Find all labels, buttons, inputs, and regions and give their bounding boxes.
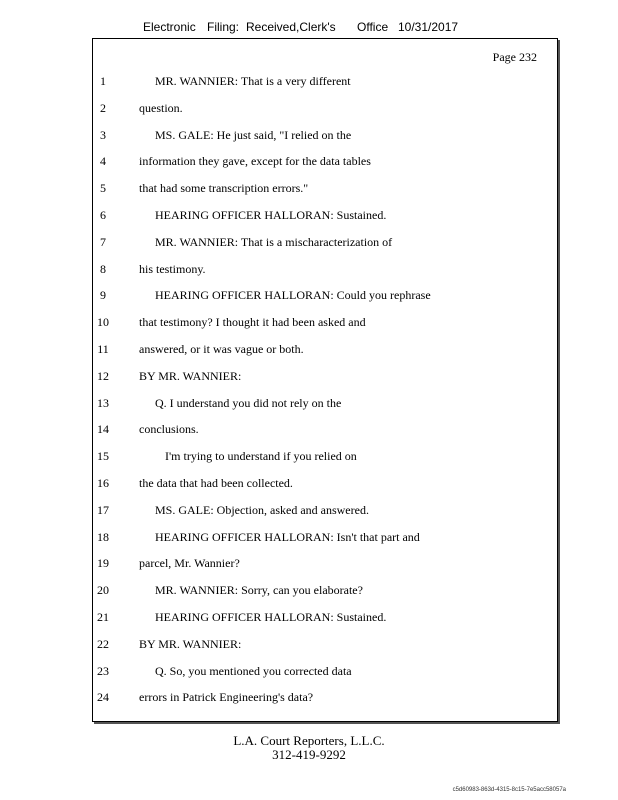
line-text: BY MR. WANNIER:	[139, 368, 242, 383]
line-number: 15	[97, 449, 109, 464]
line-text: HEARING OFFICER HALLORAN: Isn't that part and	[155, 529, 420, 544]
line-number: 9	[100, 288, 106, 303]
line-text: MS. GALE: He just said, "I relied on the	[155, 127, 352, 142]
line-text: MR. WANNIER: That is a mischaracterization of	[155, 234, 393, 249]
line-number: 10	[97, 315, 109, 330]
line-text: parcel, Mr. Wannier?	[139, 556, 240, 571]
line-number: 6	[100, 208, 106, 222]
line-number: 2	[100, 100, 106, 115]
line-text: I'm trying to understand if you relied on	[165, 449, 357, 464]
line-text: answered, or it was vague or both.	[139, 342, 304, 356]
transcript-page	[92, 38, 558, 722]
line-number: 22	[97, 636, 109, 651]
header-electronic: Electronic	[143, 20, 196, 34]
line-text: HEARING OFFICER HALLORAN: Sustained.	[155, 208, 387, 222]
line-text: his testimony.	[139, 261, 206, 276]
line-text: that had some transcription errors."	[139, 181, 309, 196]
line-text: Q. I understand you did not rely on the	[155, 395, 342, 410]
line-number: 21	[97, 610, 109, 624]
page-number: Page 232	[492, 50, 537, 64]
header-received: Received,Clerk's	[246, 20, 336, 34]
line-number: 3	[100, 127, 106, 142]
line-text: information they gave, except for the data tables	[139, 154, 371, 169]
line-number: 16	[97, 476, 109, 490]
line-text: BY MR. WANNIER:	[139, 636, 242, 651]
footer-phone: 312-419-9292	[272, 747, 346, 762]
line-number: 1	[100, 74, 106, 88]
line-number: 23	[97, 663, 109, 678]
line-text: question.	[139, 100, 183, 115]
line-number: 19	[97, 556, 109, 571]
header-date: 10/31/2017	[398, 20, 459, 34]
line-number: 13	[97, 395, 109, 410]
line-number: 17	[97, 502, 109, 517]
footer-company: L.A. Court Reporters, L.L.C.	[233, 733, 385, 748]
line-number: 5	[100, 181, 106, 196]
line-number: 20	[97, 583, 109, 598]
line-text: MR. WANNIER: Sorry, can you elaborate?	[155, 583, 363, 598]
line-number: 14	[97, 422, 109, 437]
line-text: MR. WANNIER: That is a very different	[155, 74, 351, 88]
line-number: 7	[100, 234, 106, 249]
line-number: 24	[97, 690, 109, 705]
line-text: conclusions.	[139, 422, 199, 437]
line-number: 12	[97, 368, 109, 383]
line-number: 18	[97, 529, 109, 544]
line-text: Q. So, you mentioned you corrected data	[155, 663, 352, 678]
line-text: that testimony? I thought it had been asked and	[139, 315, 366, 330]
line-text: errors in Patrick Engineering's data?	[139, 690, 314, 705]
line-text: MS. GALE: Objection, asked and answered.	[155, 502, 369, 517]
line-number: 8	[100, 261, 106, 276]
line-number: 4	[100, 154, 106, 169]
line-number: 11	[97, 342, 109, 356]
line-text: the data that had been collected.	[139, 476, 293, 490]
header-office: Office	[357, 20, 389, 34]
line-text: HEARING OFFICER HALLORAN: Sustained.	[155, 610, 387, 624]
line-text: HEARING OFFICER HALLORAN: Could you rephrase	[155, 288, 431, 303]
document-hash: c5d60983-863d-4315-8c15-7e5acc58057a	[452, 787, 566, 793]
header-filing: Filing:	[207, 20, 240, 34]
